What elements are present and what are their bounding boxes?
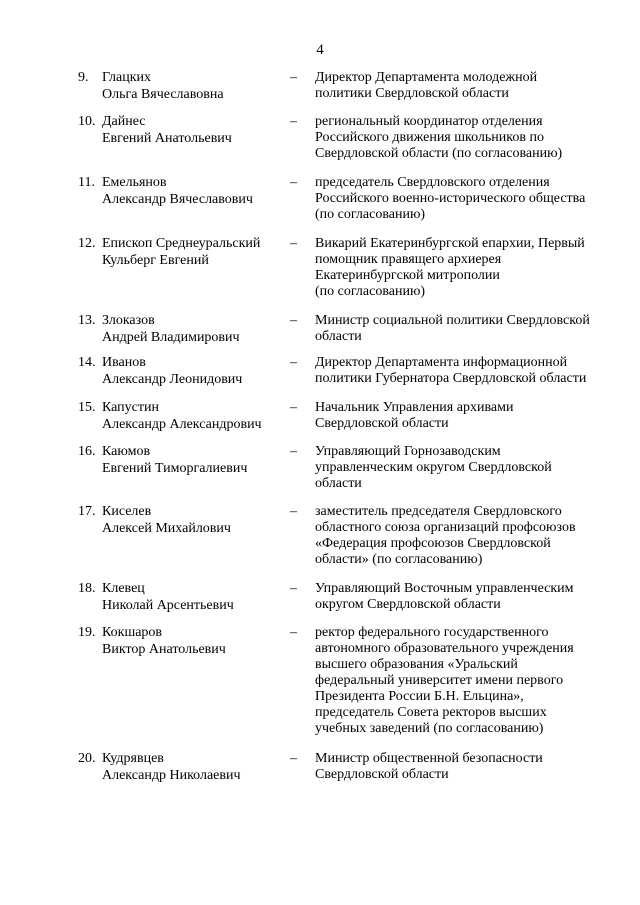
separator-dash: – [290, 175, 297, 190]
item-number: 12. [78, 236, 96, 251]
item-number: 16. [78, 444, 96, 459]
member-given-name: Александр Леонидович [102, 372, 243, 387]
item-number: 19. [78, 625, 96, 640]
position-line: области [315, 476, 362, 491]
member-surname: Капустин [102, 400, 159, 415]
member-given-name: Александр Николаевич [102, 768, 241, 783]
position-line: области» (по согласованию) [315, 552, 483, 567]
position-line: федеральный университет имени первого [315, 673, 564, 688]
separator-dash: – [290, 625, 297, 640]
position-line: управленческим округом Свердловской [315, 460, 552, 475]
position-line: Министр общественной безопасности [315, 751, 543, 766]
member-surname: Кудрявцев [102, 751, 164, 766]
position-line: Министр социальной политики Свердловской [315, 313, 590, 328]
position-line: области [315, 329, 362, 344]
item-number: 17. [78, 504, 96, 519]
member-surname: Кокшаров [102, 625, 163, 640]
member-position [315, 355, 620, 387]
member-position [315, 504, 620, 568]
item-number: 11. [78, 175, 95, 190]
position-line: Свердловской области [315, 416, 449, 431]
member-position [315, 313, 620, 345]
member-surname: Глацких [102, 70, 152, 85]
separator-dash: – [290, 400, 297, 415]
position-line: Свердловской области (по согласованию) [315, 146, 563, 161]
item-number: 18. [78, 581, 96, 596]
page-number: 4 [316, 42, 324, 58]
separator-dash: – [290, 581, 297, 596]
position-line: Управляющий Восточным управленческим [315, 581, 574, 596]
separator-dash: – [290, 504, 297, 519]
separator-dash: – [290, 313, 297, 328]
position-line: заместитель председателя Свердловского [315, 504, 562, 519]
item-number: 20. [78, 751, 96, 766]
member-given-name: Александр Александрович [102, 417, 262, 432]
position-line: Директор Департамента молодежной [315, 70, 538, 85]
separator-dash: – [290, 114, 297, 129]
member-position [315, 625, 620, 737]
position-line: округом Свердловской области [315, 597, 501, 612]
member-surname: Иванов [102, 355, 146, 370]
member-position [315, 400, 620, 432]
member-position [315, 70, 620, 102]
separator-dash: – [290, 751, 297, 766]
member-given-name: Николай Арсентьевич [102, 598, 234, 613]
position-line: Викарий Екатеринбургской епархии, Первый [315, 236, 585, 251]
member-surname: Дайнес [102, 114, 146, 129]
member-position [315, 444, 620, 492]
position-line: политики Губернатора Свердловской области [315, 371, 587, 386]
member-given-name: Андрей Владимирович [102, 330, 240, 345]
position-line: председатель Совета ректоров высших [315, 705, 547, 720]
position-line: председатель Свердловского отделения [315, 175, 550, 190]
item-number: 10. [78, 114, 96, 129]
separator-dash: – [290, 70, 297, 85]
item-number: 9. [78, 70, 89, 85]
member-position [315, 581, 620, 613]
position-line: Управляющий Горнозаводским [315, 444, 501, 459]
position-line: (по согласованию) [315, 284, 426, 299]
position-line: помощник правящего архиерея [315, 252, 502, 267]
member-surname: Каюмов [102, 444, 151, 459]
member-given-name: Ольга Вячеславовна [102, 87, 224, 102]
position-line: Российского военно-исторического общества [315, 191, 586, 206]
position-line: высшего образования «Уральский [315, 657, 518, 672]
member-surname: Киселев [102, 504, 152, 519]
member-given-name: Алексей Михайлович [102, 521, 231, 536]
member-surname: Злоказов [102, 313, 155, 328]
member-surname: Клевец [102, 581, 145, 596]
position-line: (по согласованию) [315, 207, 426, 222]
item-number: 13. [78, 313, 96, 328]
member-position [315, 751, 620, 783]
position-line: автономного образовательного учреждения [315, 641, 574, 656]
position-line: политики Свердловской области [315, 86, 509, 101]
position-line: региональный координатор отделения [315, 114, 543, 129]
member-given-name: Виктор Анатольевич [102, 642, 226, 657]
position-line: Директор Департамента информационной [315, 355, 568, 370]
position-line: Свердловской области [315, 767, 449, 782]
separator-dash: – [290, 355, 297, 370]
position-line: Екатеринбургской митрополии [315, 268, 500, 283]
position-line: Российского движения школьников по [315, 130, 544, 145]
member-surname: Епископ Среднеуральский [102, 236, 261, 251]
position-line: учебных заведений (по согласованию) [315, 721, 544, 736]
member-position [315, 175, 620, 223]
member-given-name: Евгений Тиморгалиевич [102, 461, 248, 476]
position-line: областного союза организаций профсоюзов [315, 520, 576, 535]
member-given-name: Кульберг Евгений [102, 253, 209, 268]
position-line: Президента России Б.Н. Ельцина», [315, 689, 524, 704]
member-position [315, 236, 620, 300]
member-position [315, 114, 620, 162]
item-number: 15. [78, 400, 96, 415]
position-line: «Федерация профсоюзов Свердловской [315, 536, 551, 551]
separator-dash: – [290, 236, 297, 251]
position-line: Начальник Управления архивами [315, 400, 514, 415]
item-number: 14. [78, 355, 96, 370]
member-given-name: Евгений Анатольевич [102, 131, 232, 146]
position-line: ректор федерального государственного [315, 625, 549, 640]
member-surname: Емельянов [102, 175, 167, 190]
member-given-name: Александр Вячеславович [102, 192, 253, 207]
separator-dash: – [290, 444, 297, 459]
